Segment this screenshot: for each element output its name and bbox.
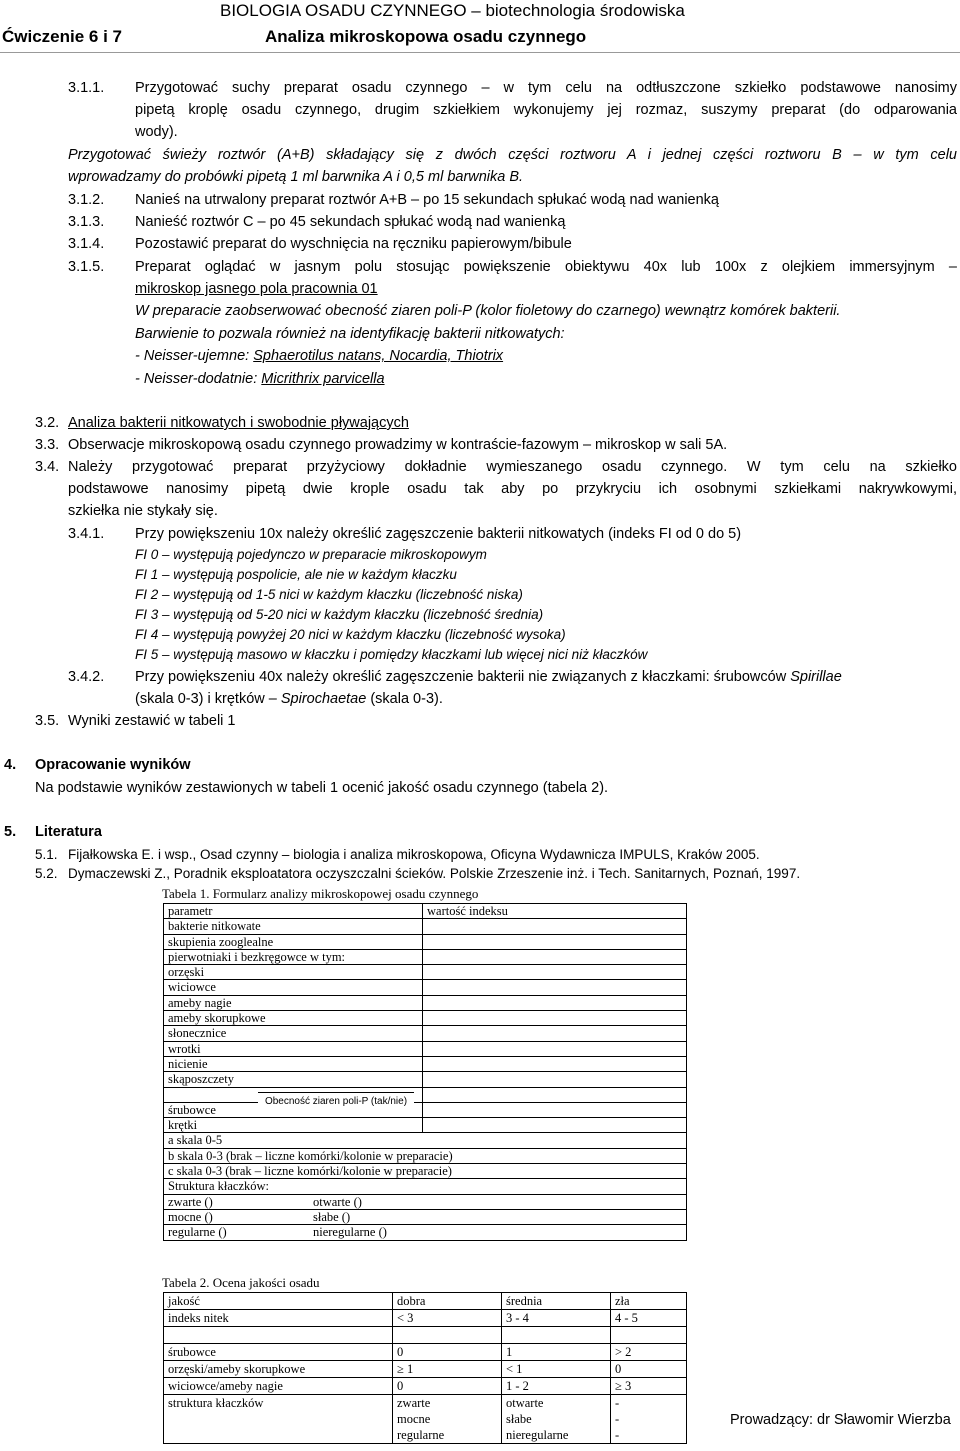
table1-value-cell [423,980,687,995]
table2-spacer [502,1327,611,1344]
table2-spacer [393,1327,502,1344]
s315-italic2: Barwienie to pozwala również na identyfikację bakterii nitkowatych: [135,326,565,342]
exercise-label: Ćwiczenie 6 i 7 [2,27,122,46]
table-row [164,949,687,964]
table1-structure-heading: Struktura kłaczków: [164,1179,687,1194]
table1-value-cell [423,965,687,980]
table-row [164,1378,687,1395]
table2-spacer [611,1327,687,1344]
instructor-name: Prowadzący: dr Sławomir Wierzba [730,1412,951,1428]
s342-spirochaetae: Spirochaetae [280,691,367,707]
table-row [164,1194,687,1209]
table2-cell: 1 - 2 [502,1378,611,1395]
table1-value-cell [423,1011,687,1026]
s311-line3: wody). [135,124,178,140]
section-number-341: 3.4.1. [68,526,105,542]
neisser-negative [135,346,503,366]
structure-option: zwarte () [168,1194,213,1209]
table2-cell: wiciowce/ameby nagie [164,1378,393,1395]
s315-italic1: W preparacie zaobserwować obecność ziaren poli-P (kolor fioletowy do czarnego) wewnątrz komórek bakterii. [135,303,841,319]
table1-param: śrubowce [164,1102,423,1117]
s311-line1: Przygotować suchy preparat osadu czynnego – w tym celu na odtłuszczone szkiełko podstawowe nanosimy [135,80,957,96]
s341-text: Przy powiększeniu 10x należy określić zagęszczenie bakterii nitkowatych (indeks FI od 0 do 5) [135,526,742,542]
table-row [164,1041,687,1056]
s315-microscope: mikroskop jasnego pola pracownia 01 [135,281,378,297]
header-divider [0,52,960,53]
document-header-title: BIOLOGIA OSADU CZYNNEGO – biotechnologia środowiska [220,1,685,20]
table-row [164,995,687,1010]
table-row [164,1133,687,1148]
table2-head: średnia [502,1293,611,1310]
table1-param: wiciowce [164,980,423,995]
table1-caption: Tabela 1. Formularz analizy mikroskopowej osadu czynnego [162,886,479,901]
s342-line2-end: (skala 0-3). [366,691,443,707]
table-row [164,1344,687,1361]
table1-value-cell [423,1102,687,1117]
s311-line2: pipetą kroplę osadu czynnego, drugim szkiełkiem wykonujemy jej rozmaz, suszymy preparat (do odparowania [135,102,957,118]
table1-footnote-c: c skala 0-3 (brak – liczne komórki/kolonie w preparacie) [164,1164,687,1179]
table2-head: jakość [164,1293,393,1310]
table-row [164,1072,687,1087]
s34-line1: Należy przygotować preparat przyżyciowy dokładnie wymieszanego osadu czynnego. W tym celu na szkiełko [68,459,957,475]
table2-spacer [164,1327,393,1344]
table2-cell: 4 - 5 [611,1310,687,1327]
section-number-311: 3.1.1. [68,80,105,96]
table1-param: skupienia zoogleal​ne [164,934,423,949]
neisser-positive [135,369,385,389]
table2-cell: struktura kłaczków [164,1395,393,1444]
s5-title: Literatura [35,824,102,840]
table1-footnote-a: a skala 0-5 [164,1133,687,1148]
table1-head-value: wartość indeksu [423,904,687,919]
s4-text: Na podstawie wyników zestawionych w tabeli 1 ocenić jakość osadu czynnego (tabela 2). [35,780,609,796]
s311-italic2: wprowadzamy do probówki pipetą 1 ml barwnika A i 0,5 ml barwnika B. [68,169,524,185]
table1-param: pierwotniaki i bezkręgowce w tym: [164,949,423,964]
table1-param: skąposzczety [164,1072,423,1087]
table-row [164,1179,687,1194]
table1-value-cell [423,949,687,964]
ref-1-number: 5.1. [35,847,58,862]
fi-level-2: FI 2 – występują od 1-5 nici w każdym kłaczku (liczebność niska) [135,587,523,602]
s311-italic1: Przygotować świeży roztwór (A+B) składający się z dwóch części roztworu A i jednej części roztworu B – w tym celu [68,147,957,163]
s342-line1-text: Przy powiększeniu 40x należy określić zagęszczenie bakterii nie związanych z kłaczkami: śrubowców [135,669,791,685]
table2-cell: 0 [393,1344,502,1361]
s315-line1: Preparat oglądać w jasnym polu stosując powiększenie obiektywu 40x lub 100x z olejkiem immersyjnym – [135,259,957,275]
structure-option: mocne () [168,1209,213,1224]
table-row [164,965,687,980]
table1-value-cell [423,919,687,934]
structure-option: nieregularne () [313,1225,387,1240]
fi-level-1: FI 1 – występują pospolicie, ale nie w każdym kłaczku [135,567,457,582]
table2-quality [163,1292,687,1444]
structure-option: regularne () [168,1225,227,1240]
table1-head-param: parametr [164,904,423,919]
table-row [164,1087,687,1102]
s34-line3: szkiełka nie stykały się. [68,503,218,519]
table2-cell: < 1 [502,1361,611,1378]
table-row [164,1118,687,1133]
table2-cell: zwarte mocne regularne [393,1395,502,1444]
table1-value-cell [423,1041,687,1056]
table-row [164,1395,687,1444]
fi-level-5: FI 5 – występują masowo w kłaczku i pomiędzy kłaczkami lub więcej nici niż kłaczków [135,647,648,662]
table1-value-cell [423,1087,687,1102]
ref-2-number: 5.2. [35,866,58,881]
table-row [164,1327,687,1344]
s342-line1 [135,667,957,687]
table1-form [163,903,687,1241]
table1-footnote-b: b skala 0-3 (brak – liczne komórki/kolonie w preparacie) [164,1148,687,1163]
fi-level-4: FI 4 – występują powyżej 20 nici w każdym kłaczku (liczebność wysoka) [135,627,566,642]
neisser-negative-species: Sphaerotilus natans, Nocardia, Thiotrix [253,348,504,364]
table1-param: ameby skorupkowe [164,1011,423,1026]
s314-text: Pozostawić preparat do wyschnięcia na ręczniku papierowym/bibule [135,236,572,252]
table1-value-cell [423,1026,687,1041]
table-row [164,1310,687,1327]
section-number-4: 4. [4,757,17,773]
table2-caption: Tabela 2. Ocena jakości osadu [162,1275,320,1290]
table-row [164,1011,687,1026]
s33-text: Obserwacje mikroskopową osadu czynnego prowadzimy w kontraście-fazowym – mikroskop w sali 5A. [68,437,728,453]
table1-param: orzęski [164,965,423,980]
structure-option: słabe () [313,1209,351,1224]
neisser-positive-label: - Neisser-dodatnie: [135,371,262,387]
table2-cell: ≥ 3 [611,1378,687,1395]
s313-text: Nanieść roztwór C – po 45 sekundach spłukać wodą nad wanienką [135,214,566,230]
section-number-315: 3.1.5. [68,259,105,275]
table1-param: krętki [164,1118,423,1133]
table1-value-cell [423,1056,687,1071]
table-row [164,980,687,995]
table1-header-row [164,904,687,919]
section-number-314: 3.1.4. [68,236,105,252]
table2-cell: otwarte słabe nieregularne [502,1395,611,1444]
s34-line2: podstawowe nanosimy pipetą dwie krople osadu tak aby po przykryciu ich osobnymi szkiełkami nakrywkowymi, [68,481,957,497]
s32-text: Analiza bakterii nitkowatych i swobodnie pływających [68,415,409,431]
fi-level-3: FI 3 – występują od 5-20 nici w każdym kłaczku (liczebność średnia) [135,607,544,622]
table2-cell: orzęski/ameby skorupkowe [164,1361,393,1378]
table1-structure-row [164,1225,687,1240]
table2-cell: ≥ 1 [393,1361,502,1378]
table-row [164,1225,687,1240]
table-row [164,1056,687,1071]
document-subtitle: Analiza mikroskopowa osadu czynnego [265,27,587,46]
table2-cell: 1 [502,1344,611,1361]
neisser-negative-label: - Neisser-ujemne: [135,348,254,364]
table-row [164,1361,687,1378]
s35-text: Wyniki zestawić w tabeli 1 [68,713,236,729]
table2-cell: - - - [611,1395,687,1444]
table-row [164,1209,687,1224]
table-row [164,1102,687,1117]
table2-cell: indeks nitek [164,1310,393,1327]
table-row [164,1148,687,1163]
section-number-5: 5. [4,824,17,840]
table1-param: bakterie nitkowate [164,919,423,934]
section-number-32: 3.2. [35,415,60,431]
table1-value-cell [423,1118,687,1133]
poli-p-label: Obecność ziaren poli-P (tak/nie) [258,1092,414,1111]
s342-spirillae: Spirillae [790,669,842,685]
table1-value-cell [423,934,687,949]
s342-line2 [135,689,443,709]
structure-option: otwarte () [313,1194,362,1209]
table1-param: nicienie [164,1056,423,1071]
table2-cell: śrubowce [164,1344,393,1361]
table1-structure-row [164,1194,687,1209]
section-number-312: 3.1.2. [68,192,105,208]
table-row [164,919,687,934]
fi-level-0: FI 0 – występują pojedynczo w preparacie mikroskopowym [135,547,487,562]
s4-title: Opracowanie wyników [35,757,191,773]
section-number-33: 3.3. [35,437,60,453]
s342-line2-text: (skala 0-3) i krętków – [135,691,281,707]
table2-cell: 0 [611,1361,687,1378]
table1-param: słonecznice [164,1026,423,1041]
table2-cell: > 2 [611,1344,687,1361]
table1-value-cell [423,1072,687,1087]
section-number-342: 3.4.2. [68,669,105,685]
table1-param: wrotki [164,1041,423,1056]
ref-1-text: Fijałkowska E. i wsp., Osad czynny – biologia i analiza mikroskopowa, Oficyna Wydawnicza IMPULS, Kraków 2005. [68,847,760,862]
section-number-35: 3.5. [35,713,60,729]
section-number-34: 3.4. [35,459,60,475]
table2-head: dobra [393,1293,502,1310]
table2-head: zła [611,1293,687,1310]
table2-header-row [164,1293,687,1310]
ref-2-text: Dymaczewski Z., Poradnik eksploatatora oczyszczalni ścieków. Polskie Zrzeszenie inż. i Tech. Sanitarnych, Poznań, 1997. [68,866,801,881]
table2-cell: 0 [393,1378,502,1395]
s312-text: Nanieś na utrwalony preparat roztwór A+B – po 15 sekundach spłukać wodą nad wanienką [135,192,719,208]
table2-cell: 3 - 4 [502,1310,611,1327]
table1-value-cell [423,995,687,1010]
table-row [164,1164,687,1179]
table2-cell: < 3 [393,1310,502,1327]
table1-structure-row [164,1209,687,1224]
table-row [164,1026,687,1041]
table1-param: ameby nagie [164,995,423,1010]
table-row [164,934,687,949]
section-number-313: 3.1.3. [68,214,105,230]
neisser-positive-species: Micrithrix parvicella [261,371,385,387]
